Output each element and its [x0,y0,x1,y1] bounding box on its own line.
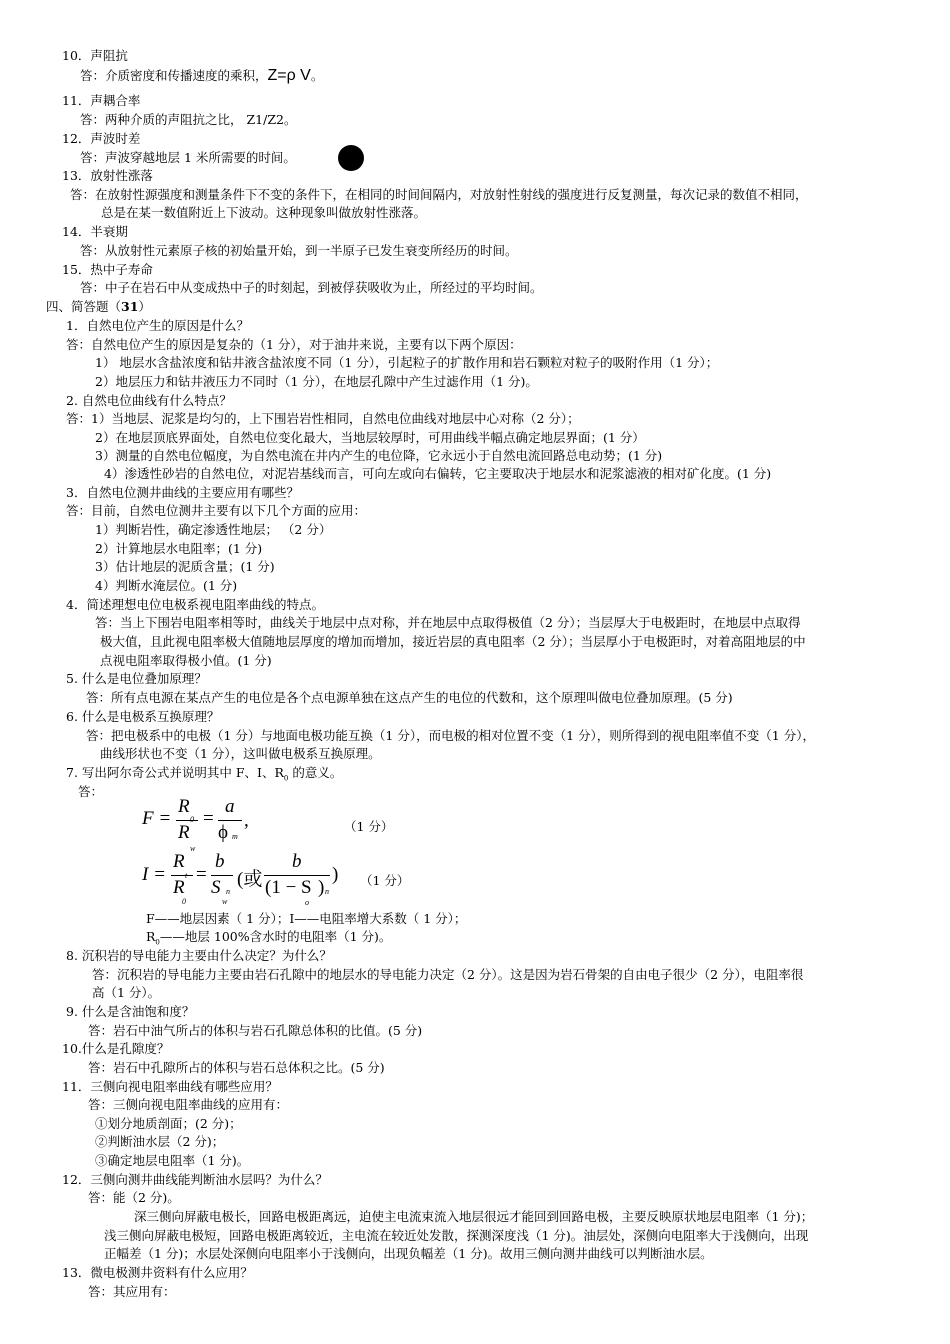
text-line-l34: 5. 什么是电位叠加原理？ [66,671,207,686]
i-fraction-bar-2 [211,875,233,876]
text-line-l63: 答：其应用有： [88,1284,176,1299]
text-line-l13: 答：中子在岩石中从变成热中子的时刻起，到被俘获吸收为止，所经过的平均时间。 [80,280,543,295]
f-numerator: R [178,796,190,817]
text-line-l10: 14．半衰期 [62,224,128,239]
text-line-l51: 答：岩石中孔隙所占的体积与岩石总体积之比。(5 分) [88,1060,385,1075]
text-line-l23: 4）渗透性砂岩的自然电位，对泥岩基线而言，可向左或向右偏转，它主要取决于地层水和泥浆滤液的相对矿化度。(1 分) [104,466,772,481]
r0-definition [146,929,391,951]
q7-text: 7. 写出阿尔奇公式并说明其中 F、I、R [66,765,284,780]
text-line-l08: 答：在放射性源强度和测量条件下不变的条件下，在相同的时间间隔内，对放射性射线的强度进行反复测量，每次记录的数值不相同， [70,187,808,202]
f-fraction-bar-2 [218,820,242,821]
i-denominator-s: S [211,877,221,898]
i-so-sub-o: o [305,898,309,907]
i-s-sub-n: n [226,887,230,896]
f-fraction-bar [176,820,198,821]
f-comma: , [244,810,249,831]
text-line-l20: 答：1）当地层、泥浆是均匀的，上下围岩岩性相同，自然电位曲线对地层中心对称（2 分）； [66,411,580,426]
text-line-l17: 1） 地层水含盐浓度和钻井液含盐浓度不同（1 分），引起粒子的扩散作用和岩石颗粒对粒子的吸附作用（1 分）； [95,355,719,370]
section-4-title: 四、简答题（ [46,299,122,314]
text-line-l53: 答：三侧向视电阻率曲线的应用有： [88,1097,289,1112]
text-line-l40: 答： [78,784,104,799]
text-line-l04: 答：两种介质的声阻抗之比， Z1/Z2。 [80,112,297,127]
i-numerator-b2: b [292,851,302,872]
i-fraction-bar-3 [264,875,330,876]
text-line-l57: 12．三侧向测井曲线能判断油水层吗？为什么？ [62,1172,328,1187]
text-line-l60: 浅三侧向屏蔽电极短，回路电极距离较近，主电流在较近处发散，探测深度浅（1 分)。油层处，深侧向电阻率大于浅侧向，出现 [104,1228,809,1243]
text-line-l01: 10．声阻抗 [62,48,128,63]
text-line-l35: 答：所有点电源在某点产生的电位是各个点电源单独在这点产生的电位的代数和，这个原理叫做电位叠加原理。(5 分) [86,690,733,705]
text-line-l05: 12．声波时差 [62,131,141,146]
i-lhs: I = [142,864,166,885]
text-line-l24: 3．自然电位测井曲线的主要应用有哪些？ [66,485,299,500]
f-den-sub: w [190,844,196,853]
f-phi-sub: m [232,832,238,841]
text-line-l06: 答：声波穿越地层 1 米所需要的时间。 [80,150,296,165]
r0-sub: 0 [155,938,160,947]
f-numerator-a: a [225,796,235,817]
text-line-l54: ①划分地质剖面；(2 分)； [95,1116,242,1131]
text-line-l22: 3）测量的自然电位幅度，为自然电流在井内产生的电位降，它永远小于自然电流回路总电动势；(1 分) [95,448,663,463]
text-line-l29: 4）判断水淹层位。(1 分) [95,578,238,593]
f-denominator: R [178,822,190,843]
text-line-l11: 答：从放射性元素原子核的初始量开始，到一半原子已发生衰变所经历的时间。 [80,243,518,258]
text-line-l32: 极大值，且此视电阻率极大值随地层厚度的增加而增加，接近岩层的真电阻率（2 分）；当层厚小于电极距时，对着高阻地层的中 [100,634,806,649]
text-line-l49: 答：岩石中油气所占的体积与岩石孔隙总体积的比值。(5 分) [88,1023,423,1038]
section-4-score: 31 [121,299,139,314]
i-numerator-b: b [215,851,225,872]
section-4-heading [46,299,151,315]
text-line-l48: 9. 什么是含油饱和度？ [66,1004,195,1019]
i-den-sub: 0 [182,897,186,906]
f-equals: = [203,808,214,829]
q10-answer [80,68,323,84]
text-line-l31: 答：当上下围岩电阻率相等时，曲线关于地层中点对称，并在地层中点取得极值（2 分）；当层厚大于电极距时，在地层中点取得 [95,615,801,630]
text-line-l28: 3）估计地层的泥质含量；(1 分) [95,559,275,574]
text-line-l27: 2）计算地层水电阻率；(1 分) [95,541,263,556]
text-line-l03: 11．声耦合率 [62,93,141,108]
text-line-l59: 深三侧向屏蔽电极长，回路电极距离远，迫使主电流束流入地层很远才能回到回路电极，主要反映原状地层电阻率（1 分)； [134,1209,814,1224]
text-line-l38: 曲线形状也不变（1 分），这叫做电极系互换原理。 [100,746,381,761]
text-line-l30: 4．简述理想电位电极系视电阻率曲线的特点。 [66,597,324,612]
i-numerator: R [173,851,185,872]
ink-dot [338,145,364,171]
text-line-l12: 15．热中子寿命 [62,262,153,277]
i-or: (或 [237,869,263,890]
text-line-l25: 答：目前，自然电位测井主要有以下几个方面的应用： [66,503,367,518]
text-line-l47: 高（1 分）。 [92,985,161,1000]
text-line-l56: ③确定地层电阻率（1 分)。 [95,1153,250,1168]
text-line-l37: 答：把电极系中的电极（1 分）与地面电极功能互换（1 分），而电极的相对位置不变（1 分），则所得到的视电阻率值不变（1 分）， [86,728,815,743]
text-line-l62: 13．微电极测井资料有什么应用？ [62,1265,253,1280]
text-line-l58: 答：能（2 分)。 [88,1190,180,1205]
section-4-close: ） [138,299,151,314]
i-so-sub-n: n [325,887,329,896]
text-line-l55: ②判断油水层（2 分)； [95,1134,225,1149]
i-denominator-1-so: (1 − S [265,877,312,898]
text-line-l21: 2）在地层顶底界面处，自然电位变化最大，当地层较厚时，可用曲线半幅点确定地层界面；(1 分） [95,430,645,445]
i-s-sub-w: w [222,897,228,906]
text-line-l09: 总是在某一数值附近上下波动。这种现象叫做放射性涨落。 [101,205,427,220]
text-line-l46: 答：沉积岩的导电能力主要由岩石孔隙中的地层水的导电能力决定（2 分）。这是因为岩石骨架的自由电子很少（2 分），电阻率很 [92,967,804,982]
q10-answer-text: 答：介质密度和传播速度的乘积， [80,68,268,83]
text-line-l19: 2. 自然电位曲线有什么特点？ [66,393,232,408]
q10-answer-end: 。 [310,68,324,83]
q7-tail: 的意义。 [288,765,343,780]
text-line-l18: 2）地层压力和钻井液压力不同时（1 分），在地层孔隙中产生过滤作用（1 分)。 [95,374,538,389]
i-den3-close: ) [318,877,325,898]
text-line-l41: （1 分） [344,819,394,834]
text-line-l16: 答：自然电位产生的原因是复杂的（1 分），对于油井来说，主要有以下两个原因： [66,337,522,352]
q10-formula: Z=ρ V [267,67,311,84]
i-denominator: R [173,877,185,898]
f-lhs: F = [142,808,172,829]
i-equals: = [196,864,207,885]
text-line-l33: 点视电阻率取得极小值。(1 分) [100,653,272,668]
text-line-l42: （1 分） [360,873,410,888]
q7-heading [66,765,342,787]
i-fraction-bar [171,875,193,876]
i-close-paren: ) [332,864,339,885]
r0-text: ——地层 100%含水时的电阻率（1 分)。 [159,929,392,944]
f-denominator-phi: ϕ [218,822,229,843]
text-line-l61: 正幅差（1 分)；水层处深侧向电阻率小于浅侧向，出现负幅差（1 分)。故用三侧向测井曲线可以判断油水层。 [104,1246,713,1261]
r0-symbol: R [146,929,156,944]
text-line-l36: 6. 什么是电极系互换原理？ [66,709,220,724]
text-line-l43: F——地层因素（ 1 分）；I——电阻率增大系数（ 1 分）； [146,911,467,926]
text-line-l50: 10.什么是孔隙度？ [62,1041,170,1056]
text-line-l07: 13．放射性涨落 [62,168,153,183]
q7-sub: 0 [283,774,289,783]
text-line-l45: 8. 沉积岩的导电能力主要由什么决定？为什么？ [66,948,332,963]
text-line-l52: 11．三侧向视电阻率曲线有哪些应用？ [62,1079,278,1094]
text-line-l26: 1）判断岩性，确定渗透性地层； （2 分） [95,522,332,537]
text-line-l15: 1．自然电位产生的原因是什么？ [66,318,249,333]
